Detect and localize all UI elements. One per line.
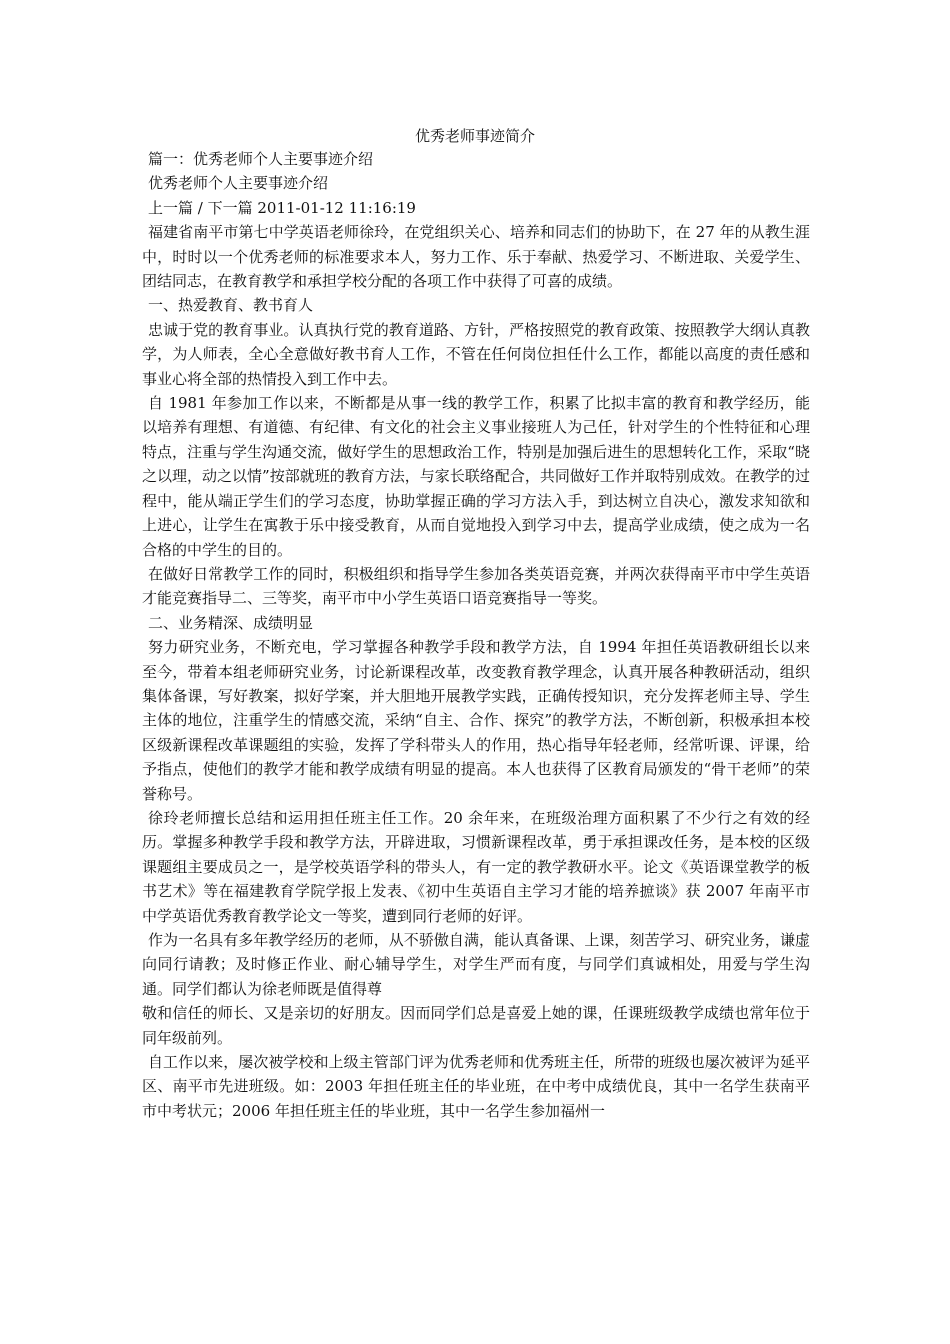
paragraph: 敬和信任的师长、又是亲切的好朋友。因而同学们总是喜爱上她的课，任课班级教学成绩也常年位于同年级前列。	[142, 1004, 810, 1047]
section-heading: 篇一：优秀老师个人主要事迹介绍	[148, 150, 374, 168]
paragraph: 作为一名具有多年教学经历的老师，从不骄傲自满，能认真备课、上课，刻苦学习、研究业务，谦虚向同行请教；及时修正作业、耐心辅导学生，对学生严而有度，与同学们真诚相处，用爱与学生沟通。同学们都认为徐老师既是值得尊	[142, 931, 810, 998]
paragraph: 忠诚于党的教育事业。认真执行党的教育道路、方针，严格按照党的教育政策、按照教学大纲认真教学，为人师表，全心全意做好教书育人工作，不管在任何岗位担任什么工作，都能以高度的责任感和事业心将全部的热情投入到工作中去。	[142, 320, 810, 388]
paragraph: 在做好日常教学工作的同时，积极组织和指导学生参加各类英语竞赛，并两次获得南平市中学生英语才能竞赛指导二、三等奖，南平市中小学生英语口语竞赛指导一等奖。	[142, 564, 810, 608]
paragraph: 自 1981 年参加工作以来，不断都是从事一线的教学工作，积累了比拟丰富的教育和教学经历，能以培养有理想、有道德、有纪律、有文化的社会主义事业接班人为己任，针对学生的个性特征和心理特点，注重与学生沟通交流，做好学生的思想政治工作，特别是加强后进生的思想转化工作，采取“晓之以理，动之以情”按部就班的教育方法，与家长联络配合，共同做好工作并取特别成效。在教学的过程中，能从端正学生们的学习态度，协助掌握正确的学习方法入手，到达树立自决心，激发求知欲和上进心，让学生在寓教于乐中接受教育，从而自觉地投入到学习中去，提高学业成绩，使之成为一名合格的中学生的目的。	[142, 394, 810, 559]
subheading: 一、热爱教育、教书育人	[148, 296, 314, 315]
subheading: 二、业务精深、成绩明显	[148, 613, 314, 632]
paragraph: 努力研究业务，不断充电，学习掌握各种教学手段和教学方法，自 1994 年担任英语教研组长以来至今，带着本组老师研究业务，讨论新课程改革，改变教育教学理念，认真开展各种教研活动，组织集体备课，写好教案，拟好学案，并大胆地开展教学实践，正确传授知识，充分发挥老师主导、学生主体的地位，注重学生的情感交流，采纳“自主、合作、探究”的教学方法，不断创新，积极承担本校区级新课程改革课题组的实验，发挥了学科带头人的作用，热心指导年轻老师，经常听课、评课，给予指点，使他们的教学才能和教学成绩有明显的提高。本人也获得了区教育局颁发的“骨干老师”的荣誉称号。	[142, 638, 810, 803]
document-body	[142, 147, 810, 1123]
post-meta: 上一篇 / 下一篇 2011-01-12 11:16:19	[148, 198, 416, 217]
article-title: 优秀老师个人主要事迹介绍	[148, 174, 329, 193]
paragraph: 自工作以来，屡次被学校和上级主管部门评为优秀老师和优秀班主任，所带的班级也屡次被评为延平区、南平市先进班级。如：2003 年担任班主任的毕业班，在中考中成绩优良，其中一名学生获南平市中考状元；2006 年担任班主任的毕业班，其中一名学生参加福州一	[142, 1053, 810, 1120]
paragraph: 徐玲老师擅长总结和运用担任班主任工作。20 余年来，在班级治理方面积累了不少行之有效的经历。掌握多种教学手段和教学方法，开辟进取，习惯新课程改革，勇于承担课改任务，是本校的区级课题组主要成员之一，是学校英语学科的带头人，有一定的教学教研水平。论文《英语课堂教学的板书艺术》等在福建教育学院学报上发表、《初中生英语自主学习才能的培养摭谈》获 2007 年南平市中学英语优秀教育教学论文一等奖，遭到同行老师的好评。	[142, 808, 810, 925]
paragraph: 福建省南平市第七中学英语老师徐玲，在党组织关心、培养和同志们的协助下，在 27 年的从教生涯中，时时以一个优秀老师的标准要求本人，努力工作、乐于奉献、热爱学习、不断进取、关爱学生、团结同志，在教育教学和承担学校分配的各项工作中获得了可喜的成绩。	[142, 223, 810, 291]
document-title: 优秀老师事迹简介	[414, 127, 535, 145]
